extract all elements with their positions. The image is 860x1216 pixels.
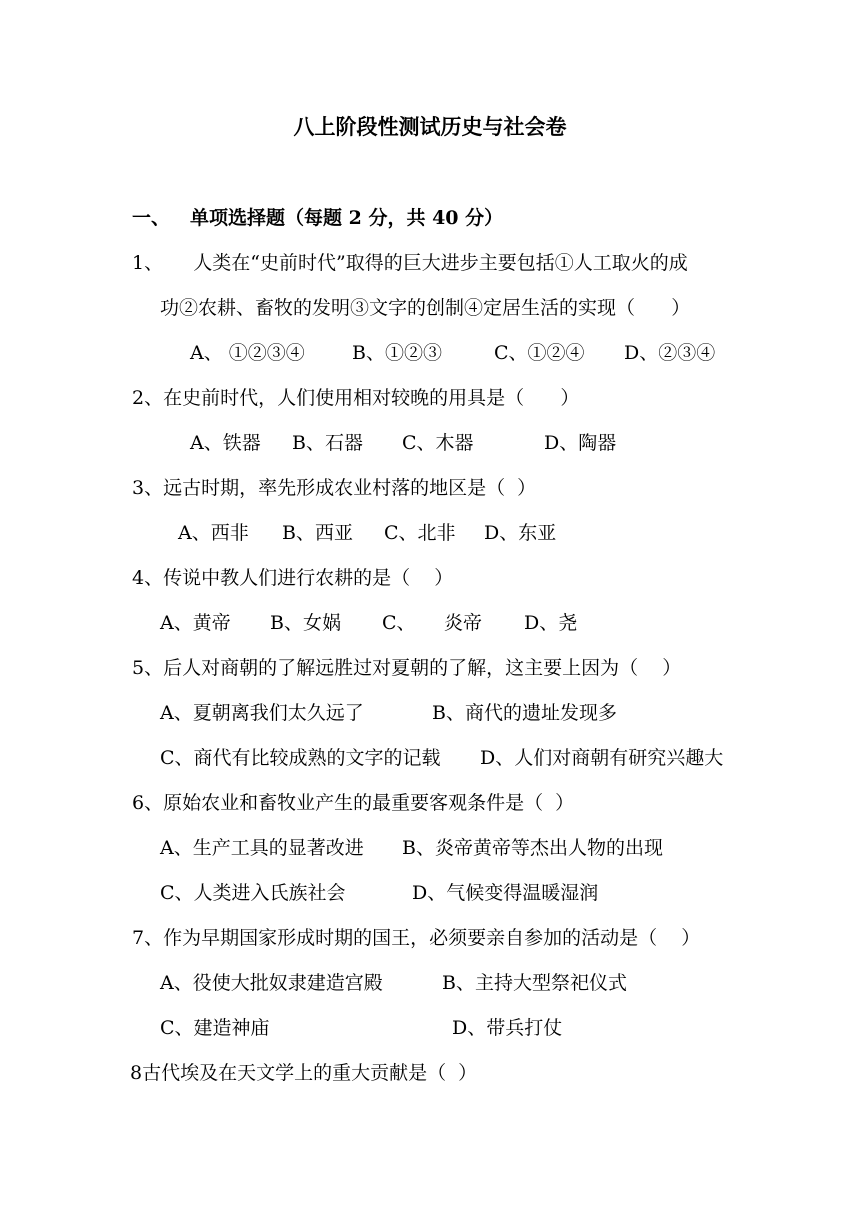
question-4-option-d: D、尧 xyxy=(524,612,578,634)
question-6-option-d: D、气候变得温暖湿润 xyxy=(412,882,599,904)
question-7-stem: 7、作为早期国家形成时期的国王，必须要亲自参加的活动是（ ） xyxy=(132,927,701,949)
question-1-option-b: B、①②③ xyxy=(352,342,442,364)
question-7-option-b: B、主持大型祭祀仪式 xyxy=(442,972,627,994)
question-2-option-c: C、木器 xyxy=(402,432,474,454)
question-5-option-b: B、商代的遗址发现多 xyxy=(432,702,617,724)
question-6-option-a: A、生产工具的显著改进 xyxy=(160,837,364,859)
question-1-option-d: D、②③④ xyxy=(624,342,716,364)
question-3-option-c: C、北非 xyxy=(384,522,456,544)
question-2-option-b: B、石器 xyxy=(292,432,363,454)
question-1-stem-line1: 1、 人类在“史前时代”取得的巨大进步主要包括①人工取火的成 xyxy=(132,252,688,274)
question-4-option-c-text: 炎帝 xyxy=(444,612,483,634)
question-5-stem: 5、后人对商朝的了解远胜过对夏朝的了解，这主要上因为（ ） xyxy=(132,657,682,679)
question-3-option-a: A、西非 xyxy=(178,522,249,544)
question-3-stem: 3、远古时期，率先形成农业村落的地区是（ ） xyxy=(132,477,537,499)
question-6-option-c: C、人类进入氏族社会 xyxy=(160,882,346,904)
question-1-option-a: A、 ①②③④ xyxy=(190,342,305,364)
question-3-option-b: B、西亚 xyxy=(282,522,353,544)
question-5-option-d: D、人们对商朝有研究兴趣大 xyxy=(480,747,724,769)
question-2-option-d: D、陶器 xyxy=(544,432,617,454)
question-7-option-d: D、带兵打仗 xyxy=(452,1017,563,1039)
section-number: 一、 xyxy=(132,207,171,229)
question-4-option-c: C、 xyxy=(382,612,416,634)
question-8-stem: 8古代埃及在天文学上的重大贡献是（ ） xyxy=(130,1062,478,1084)
question-4-option-b: B、女娲 xyxy=(270,612,341,634)
page-title: 八上阶段性测试历史与社会卷 xyxy=(293,114,567,139)
question-2-stem: 2、在史前时代，人们使用相对较晚的用具是（ ） xyxy=(132,387,580,409)
question-5-option-a: A、夏朝离我们太久远了 xyxy=(160,702,364,724)
question-2-option-a: A、铁器 xyxy=(190,432,261,454)
question-5-option-c: C、商代有比较成熟的文字的记载 xyxy=(160,747,441,769)
question-4-option-a: A、黄帝 xyxy=(160,612,231,634)
question-7-option-c: C、建造神庙 xyxy=(160,1017,270,1039)
question-6-option-b: B、炎帝黄帝等杰出人物的出现 xyxy=(402,837,663,859)
question-1-stem-line2: 功②农耕、畜牧的发明③文字的创制④定居生活的实现（ ） xyxy=(160,297,691,319)
question-7-option-a: A、役使大批奴隶建造宫殿 xyxy=(160,972,383,994)
section-heading: 单项选择题（每题 2 分，共 40 分） xyxy=(190,207,504,229)
question-1-option-c: C、①②④ xyxy=(494,342,585,364)
question-3-option-d: D、东亚 xyxy=(484,522,557,544)
question-4-stem: 4、传说中教人们进行农耕的是（ ） xyxy=(132,567,454,589)
question-6-stem: 6、原始农业和畜牧业产生的最重要客观条件是（ ） xyxy=(132,792,575,814)
